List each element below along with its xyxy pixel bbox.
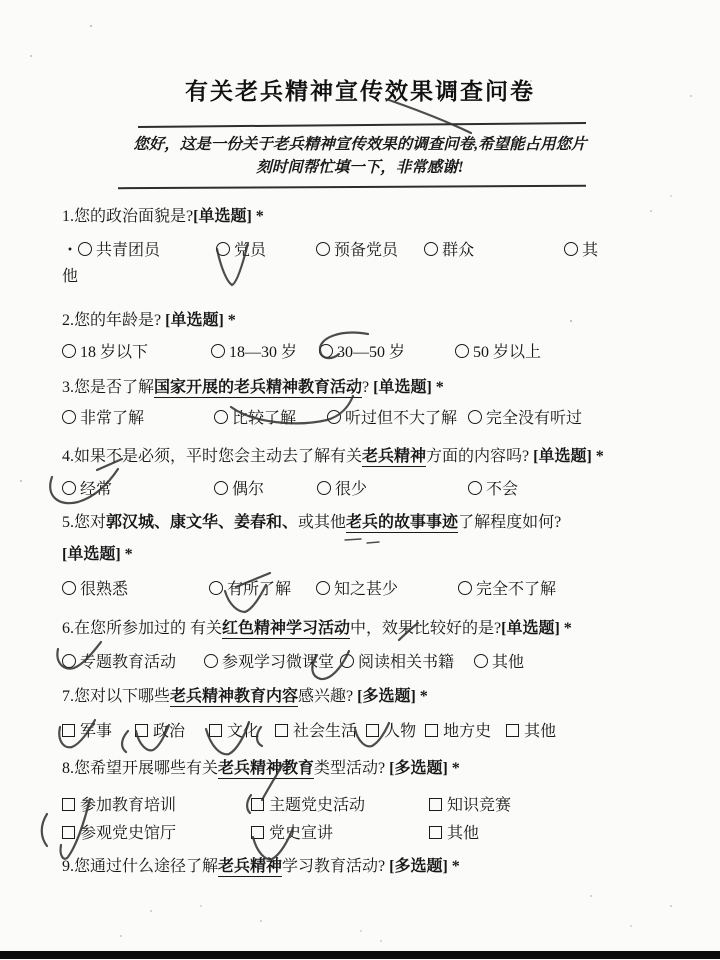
option-label: 其他 (62, 242, 599, 285)
option-label: 军事 (80, 723, 113, 740)
option-label: 30—50 岁 (337, 344, 406, 361)
option-label: 其他 (524, 723, 557, 740)
question-text: 9.您通过什么途径了解 (62, 858, 219, 875)
option-label: 其他 (492, 654, 525, 671)
option-label: 参观党史馆厅 (80, 825, 177, 842)
checkbox-option[interactable] (209, 723, 259, 740)
radio-icon[interactable] (214, 410, 228, 424)
checkbox-option[interactable] (251, 825, 333, 842)
option-label: 文化 (227, 723, 260, 740)
radio-option[interactable] (319, 344, 405, 361)
underlined-phrase: 老兵精神教育 (218, 760, 315, 777)
radio-icon[interactable] (62, 654, 76, 668)
radio-icon[interactable] (216, 242, 230, 256)
checkbox-option[interactable] (366, 723, 416, 740)
radio-icon[interactable] (317, 481, 331, 495)
question-5-type-line (62, 544, 672, 566)
underlined-phrase: 老兵精神教育内容 (170, 688, 299, 705)
question-text: 类型活动? (314, 760, 390, 777)
question-7-options (62, 719, 556, 745)
radio-icon[interactable] (214, 481, 228, 495)
radio-icon[interactable] (468, 410, 482, 424)
scan-edge-bar (0, 951, 720, 959)
question-2-title (62, 310, 672, 332)
question-5-title (62, 512, 672, 534)
checkbox-icon[interactable] (506, 724, 519, 737)
question-text: 1.您的政治面貌是? (62, 208, 194, 225)
underlined-phrase: 老兵的故事事迹 (346, 514, 459, 531)
bullet-dot: ・ (62, 242, 79, 259)
radio-option[interactable] (204, 654, 334, 671)
radio-option[interactable] (317, 481, 367, 498)
question-9-title (62, 856, 672, 878)
option-label: 比较了解 (232, 410, 297, 427)
radio-option[interactable] (211, 344, 297, 361)
option-label: 社会生活 (293, 723, 358, 740)
radio-option[interactable] (316, 242, 398, 259)
option-label: 参观学习微课堂 (222, 654, 335, 671)
underlined-phrase: 红色精神学习活动 (222, 620, 351, 637)
question-type-tag: [单选题] * (373, 379, 444, 396)
question-text: 5.您对 (62, 514, 107, 531)
question-1-title (62, 206, 672, 228)
option-label: 政治 (153, 723, 186, 740)
radio-icon[interactable] (468, 481, 482, 495)
radio-option[interactable] (62, 410, 144, 427)
question-type-tag: [单选题] * (533, 448, 604, 465)
checkbox-option[interactable] (62, 797, 176, 814)
radio-icon[interactable] (204, 654, 218, 668)
option-label: 参加教育培训 (80, 797, 177, 814)
radio-icon[interactable] (474, 654, 488, 668)
radio-option[interactable] (455, 344, 541, 361)
radio-option[interactable] (209, 581, 291, 598)
checkbox-icon[interactable] (366, 724, 379, 737)
option-label: 群众 (442, 242, 475, 259)
checkbox-icon[interactable] (62, 798, 75, 811)
intro-box-top-rule (138, 122, 586, 128)
question-text: 4.如果不是必须，平时您会主动去了解有关 (62, 448, 363, 465)
checkbox-icon[interactable] (62, 826, 75, 839)
question-type-tag: [多选题] * (389, 760, 460, 777)
question-type-tag: [多选题] * (389, 858, 460, 875)
question-8-options-row2 (62, 821, 479, 847)
question-text: ? (362, 379, 374, 396)
question-type-tag: [单选题] * (193, 208, 264, 225)
checkbox-icon[interactable] (62, 724, 75, 737)
question-type-tag: [单选题] * (62, 546, 133, 563)
checkbox-option[interactable] (135, 723, 185, 740)
radio-option[interactable] (468, 410, 582, 427)
option-label: 完全没有听过 (486, 410, 583, 427)
radio-icon[interactable] (424, 242, 438, 256)
radio-option[interactable] (468, 481, 518, 498)
question-1-options (62, 238, 602, 290)
radio-option[interactable] (62, 481, 112, 498)
checkbox-icon[interactable] (275, 724, 288, 737)
question-text: 8.您希望开展哪些有关 (62, 760, 219, 777)
question-text: 6.在您所参加过的 有关 (62, 620, 223, 637)
radio-option[interactable] (214, 481, 264, 498)
question-4-options (62, 477, 518, 503)
option-label: 人物 (384, 723, 417, 740)
radio-icon[interactable] (319, 344, 333, 358)
checkbox-option[interactable] (62, 825, 176, 842)
question-text: 2.您的年龄是? (62, 312, 166, 329)
option-label: 知识竞赛 (447, 797, 512, 814)
option-label: 非常了解 (80, 410, 145, 427)
checkbox-option[interactable] (62, 723, 112, 740)
question-text: 学习教育活动? (282, 858, 390, 875)
option-label: 其他 (447, 825, 480, 842)
radio-icon[interactable] (458, 581, 472, 595)
checkbox-option[interactable] (425, 723, 491, 740)
radio-icon[interactable] (78, 242, 92, 256)
checkbox-icon[interactable] (429, 826, 442, 839)
option-label: 18—30 岁 (229, 344, 298, 361)
checkbox-icon[interactable] (251, 798, 264, 811)
radio-icon[interactable] (316, 581, 330, 595)
question-8-title (62, 758, 672, 780)
radio-option[interactable] (216, 242, 266, 259)
question-6-title (62, 618, 672, 640)
question-text: 感兴趣? (298, 688, 358, 705)
option-label: 党员 (234, 242, 267, 259)
question-text: 了解程度如何? (458, 514, 562, 531)
intro-box-bottom-rule (118, 185, 586, 189)
checkbox-icon[interactable] (209, 724, 222, 737)
checkbox-option[interactable] (506, 723, 556, 740)
question-3-options (62, 406, 582, 432)
checkbox-icon[interactable] (251, 826, 264, 839)
radio-icon[interactable] (62, 481, 76, 495)
option-label: 偶尔 (232, 481, 265, 498)
checkbox-option[interactable] (429, 797, 511, 814)
radio-option[interactable] (327, 410, 457, 427)
pen-smudge-q5-a (345, 539, 361, 540)
checkbox-option[interactable] (275, 723, 357, 740)
option-label: 听过但不大了解 (345, 410, 458, 427)
radio-option[interactable] (214, 410, 296, 427)
option-label: 主题党史活动 (269, 797, 366, 814)
scan-noise (30, 55, 32, 57)
radio-option[interactable] (316, 581, 398, 598)
checkbox-option[interactable] (429, 825, 479, 842)
radio-icon[interactable] (455, 344, 469, 358)
radio-icon[interactable] (62, 344, 76, 358)
option-label: 很熟悉 (80, 581, 129, 598)
radio-option[interactable] (62, 344, 148, 361)
radio-icon[interactable] (327, 410, 341, 424)
option-label: 很少 (335, 481, 368, 498)
underlined-phrase: 国家开展的老兵精神教育活动 (154, 379, 363, 396)
option-label: 完全不了解 (476, 581, 557, 598)
option-label: 50 岁以上 (473, 344, 542, 361)
radio-option[interactable] (458, 581, 556, 598)
underlined-phrase: 老兵精神 (362, 448, 427, 465)
checkbox-option[interactable] (251, 797, 365, 814)
question-3-title (62, 377, 672, 399)
option-label: 专题教育活动 (80, 654, 177, 671)
question-text: 方面的内容吗? (426, 448, 534, 465)
question-text: 中，效果比较好的是? (350, 620, 502, 637)
question-text-bold: 郭汉城、康文华、姜春和、 (106, 514, 299, 531)
pen-paren-q8-canguan (42, 814, 47, 846)
option-label: 知之甚少 (334, 581, 399, 598)
option-label: 阅读相关书籍 (358, 654, 455, 671)
question-text: 7.您对以下哪些 (62, 688, 171, 705)
radio-icon[interactable] (564, 242, 578, 256)
question-type-tag: [多选题] * (357, 688, 428, 705)
underlined-phrase: 老兵精神 (218, 858, 283, 875)
radio-icon[interactable] (340, 654, 354, 668)
question-6-options (62, 650, 524, 676)
option-label: 18 岁以下 (80, 344, 149, 361)
radio-icon[interactable] (62, 410, 76, 424)
radio-icon[interactable] (62, 581, 76, 595)
question-8-options-row1 (62, 793, 511, 819)
pen-smudge-q5-b (367, 542, 379, 543)
option-label: 经常 (80, 481, 113, 498)
radio-icon[interactable] (316, 242, 330, 256)
question-2-options (62, 340, 541, 366)
question-text: 或其他 (298, 514, 347, 531)
radio-option[interactable] (474, 654, 524, 671)
question-7-title (62, 686, 672, 708)
question-type-tag: [单选题] * (501, 620, 572, 637)
checkbox-icon[interactable] (135, 724, 148, 737)
question-text: 3.您是否了解 (62, 379, 155, 396)
option-label: 不会 (486, 481, 519, 498)
radio-icon[interactable] (209, 581, 223, 595)
questionnaire-title: 有关老兵精神宣传效果调查问卷 (185, 79, 535, 105)
checkbox-icon[interactable] (425, 724, 438, 737)
option-label: 地方史 (443, 723, 492, 740)
option-label: 预备党员 (334, 242, 399, 259)
radio-option[interactable] (62, 654, 176, 671)
option-label: 共青团员 (96, 242, 161, 259)
question-type-tag: [单选题] * (165, 312, 236, 329)
radio-option[interactable] (62, 242, 160, 259)
checkbox-icon[interactable] (429, 798, 442, 811)
radio-icon[interactable] (211, 344, 225, 358)
radio-option[interactable] (340, 654, 454, 671)
question-4-title (62, 446, 672, 468)
question-5-options (62, 577, 556, 603)
intro-text: 您好，这是一份关于老兵精神宣传效果的调查问卷,希望能占用您片刻时间帮忙填一下，非常感谢! (133, 136, 587, 176)
radio-option[interactable] (424, 242, 474, 259)
option-label: 党史宣讲 (269, 825, 334, 842)
radio-option[interactable] (62, 581, 128, 598)
option-label: 有所了解 (227, 581, 292, 598)
